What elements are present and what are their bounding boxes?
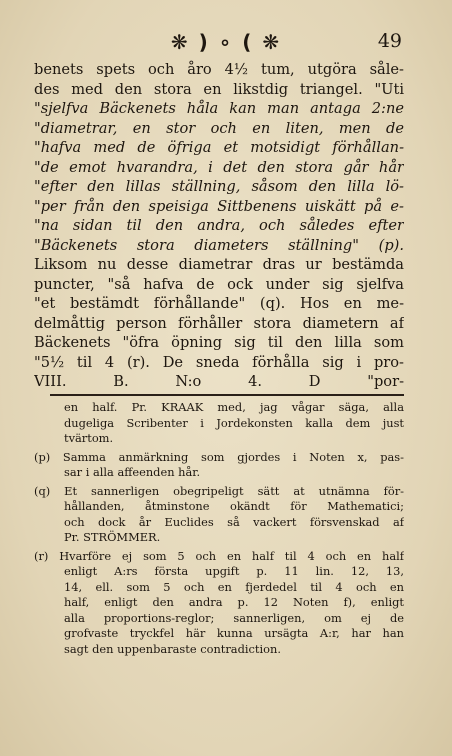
text-line: "et bestämdt förhållande" (q). Hos en me-	[34, 295, 404, 312]
text-line: "efter den lillas ställning, såsom den lilla lö-	[34, 178, 404, 195]
main-text	[34, 60, 404, 392]
footnote-line: sagt den uppenbaraste contradiction.	[64, 641, 281, 656]
footnote-line: grofvaste tryckfel här kunna ursägta A:r, har han	[64, 626, 404, 640]
footnote	[34, 484, 404, 546]
footnote-line: alla proportions-reglor; sannerligen, om ej de	[64, 610, 404, 625]
footnotes	[34, 400, 404, 657]
footnote-line: Pr. STRÖMMER.	[64, 530, 161, 544]
footnote	[34, 400, 404, 447]
header-ornament: ❋ ) ∘ ( ❋	[170, 30, 282, 54]
footnote	[34, 450, 404, 481]
page-header	[0, 30, 452, 54]
footnote-line: (p) Samma anmärkning som gjordes i Noten x, pas-	[34, 449, 404, 464]
text-line: benets spets och åro 4½ tum, utgöra såle-	[34, 61, 404, 78]
footnote-line: och dock år Euclides så vackert försvenskad af	[64, 514, 404, 529]
text-line: "diametrar, en stor och en liten, men de	[34, 119, 404, 137]
footnote-line: (q) Et sannerligen obegripeligt sätt at utnämna för-	[34, 483, 404, 498]
footnote-line: en half. Pr. KRAAK med, jag vågar säga, alla	[64, 400, 404, 414]
text-line: delmåttig person förhåller stora diametern af	[34, 314, 404, 332]
text-line: "hafva med de öfriga et motsidigt förhållan-	[34, 139, 404, 156]
footnote-line: (r) Hvarföre ej som 5 och en half til 4 och en half	[34, 548, 404, 563]
footnote-line: tvärtom.	[64, 431, 114, 445]
footnote-line: sar i alla affeenden hår.	[64, 465, 201, 479]
text-line: "sjelfva Bäckenets håla kan man antaga 2:ne	[34, 100, 404, 117]
text-line: VIII. B. N:o 4. D "por-	[34, 373, 404, 390]
footnote-rule	[50, 394, 404, 396]
footnote-line: dugeliga Scribenter i Jordekonsten kalla dem just	[64, 415, 404, 430]
page-number: 49	[377, 30, 402, 52]
text-line: "5½ til 4 (r). De sneda förhålla sig i pro-	[34, 353, 404, 371]
text-line: "na sidan til den andra, och således efter	[34, 217, 404, 234]
text-line: des med den stora en likstdig triangel. "Uti	[34, 80, 404, 98]
text-line: Bäckenets "öfra öpning sig til den lilla som	[34, 334, 404, 351]
footnote-line: 14, ell. som 5 och en fjerdedel til 4 och en	[64, 579, 404, 594]
footnote	[34, 549, 404, 658]
text-line: puncter, "så hafva de ock under sig sjelfva	[34, 275, 404, 293]
footnote-line: hållanden, åtminstone okändt för Mathematici;	[64, 499, 404, 513]
footnote-line: half, enligt den andra p. 12 Noten f), enligt	[64, 595, 404, 609]
text-line: "de emot hvarandra, i det den stora går hår	[34, 158, 404, 176]
text-line: "per från den speisiga Sittbenens uiskätt på e-	[34, 197, 404, 215]
footnote-line: enligt A:rs första upgift p. 11 lin. 12, 13,	[64, 564, 404, 578]
text-line: "Bäckenets stora diameters ställning" (p).	[34, 236, 404, 254]
text-line: Liksom nu desse diametrar dras ur bestämda	[34, 256, 404, 273]
